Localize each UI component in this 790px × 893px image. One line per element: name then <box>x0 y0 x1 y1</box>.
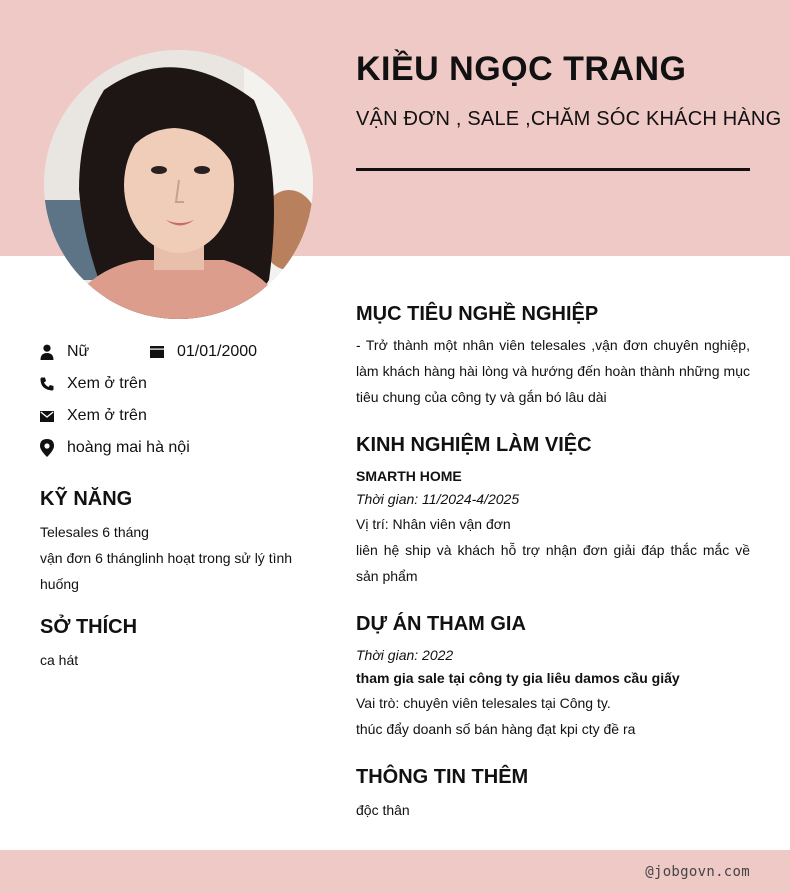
skills-list <box>40 519 310 597</box>
watermark: @jobgovn.com <box>645 864 750 880</box>
objective-heading: MỤC TIÊU NGHỀ NGHIỆP <box>356 303 599 325</box>
phone-row <box>40 375 147 393</box>
person-icon <box>40 344 54 360</box>
objective-text: - Trở thành một nhân viên telesales ,vận đơn chuyên nghiệp, làm khách hàng hài lòng và hướng đến hoàn thành những mục tiêu chung của công ty và gắn bó lâu dài <box>356 337 750 405</box>
email-row <box>40 407 147 425</box>
phone-value: Xem ở trên <box>67 375 147 392</box>
skill-item: Telesales 6 tháng <box>40 524 149 540</box>
project-description: thúc đẩy doanh số bán hàng đạt kpi cty đề ra <box>356 721 636 737</box>
hobbies-heading: SỞ THÍCH <box>40 616 138 638</box>
address-value: hoàng mai hà nội <box>67 439 190 456</box>
birthday-value: 01/01/2000 <box>177 343 258 360</box>
birthday-row <box>150 343 257 361</box>
full-name: KIỀU NGỌC TRANG <box>356 50 687 88</box>
phone-icon <box>40 376 54 392</box>
skills-heading: KỸ NĂNG <box>40 488 133 510</box>
email-icon <box>40 408 54 424</box>
gender-value: Nữ <box>67 343 90 360</box>
experience-heading: KINH NGHIỆM LÀM VIỆC <box>356 434 592 456</box>
projects-heading: DỰ ÁN THAM GIA <box>356 613 526 635</box>
profile-photo <box>44 50 313 319</box>
experience-period: Thời gian: 11/2024-4/2025 <box>356 491 520 507</box>
address-row <box>40 439 190 457</box>
experience-position: Vị trí: Nhân viên vận đơn <box>356 516 511 532</box>
job-title: VẬN ĐƠN , SALE ,CHĂM SÓC KHÁCH HÀNG <box>356 108 782 130</box>
experience-description: liên hệ ship và khách hỗ trợ nhận đơn giải đáp thắc mắc về sản phẩm <box>356 542 750 584</box>
title-divider <box>356 168 750 171</box>
extra-info-heading: THÔNG TIN THÊM <box>356 766 529 788</box>
skill-item: vận đơn 6 thánglinh hoạt trong sử lý tình huống <box>40 550 293 592</box>
location-icon <box>40 440 54 456</box>
gender-row <box>40 343 89 361</box>
experience-company: SMARTH HOME <box>356 468 462 484</box>
project-role: Vai trò: chuyên viên telesales tại Công ty. <box>356 695 611 711</box>
extra-info-text: độc thân <box>356 802 410 818</box>
project-name: tham gia sale tại công ty gia liêu damos cầu giấy <box>356 670 680 686</box>
profile-photo-illustration <box>44 50 313 319</box>
project-period: Thời gian: 2022 <box>356 647 454 663</box>
calendar-icon <box>150 344 164 360</box>
hobbies-text: ca hát <box>40 652 79 668</box>
email-value: Xem ở trên <box>67 407 147 424</box>
